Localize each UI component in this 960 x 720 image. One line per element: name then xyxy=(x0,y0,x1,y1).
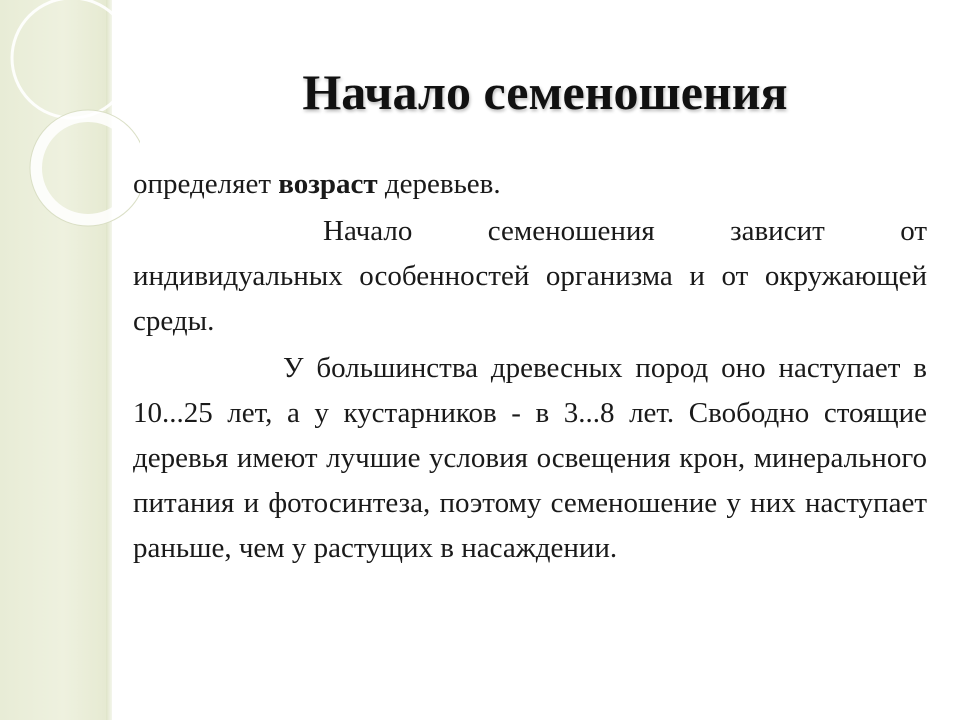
slide-body xyxy=(133,162,927,571)
intro-text-after: деревьев. xyxy=(377,168,501,200)
slide-title: Начало семеношения xyxy=(302,64,788,120)
paragraph-2: У большинства древесных пород оно наступает в 10...25 лет, а у кустарников - в 3...8 лет. Свободно стоящие деревья имеют лучшие условия освещения крон, минерального питания и фотосинтеза, поэтому семеношение у них наступает раньше, чем у растущих в насаждении. xyxy=(133,352,927,564)
intro-text-before: определяет xyxy=(133,168,279,200)
intro-line xyxy=(133,162,927,207)
intro-bold-word: возраст xyxy=(278,168,378,200)
paragraph-1: Начало семеношения зависит от индивидуальных особенностей организма и от окружающей среды. xyxy=(133,215,927,337)
decorative-circles-icon xyxy=(0,0,140,300)
